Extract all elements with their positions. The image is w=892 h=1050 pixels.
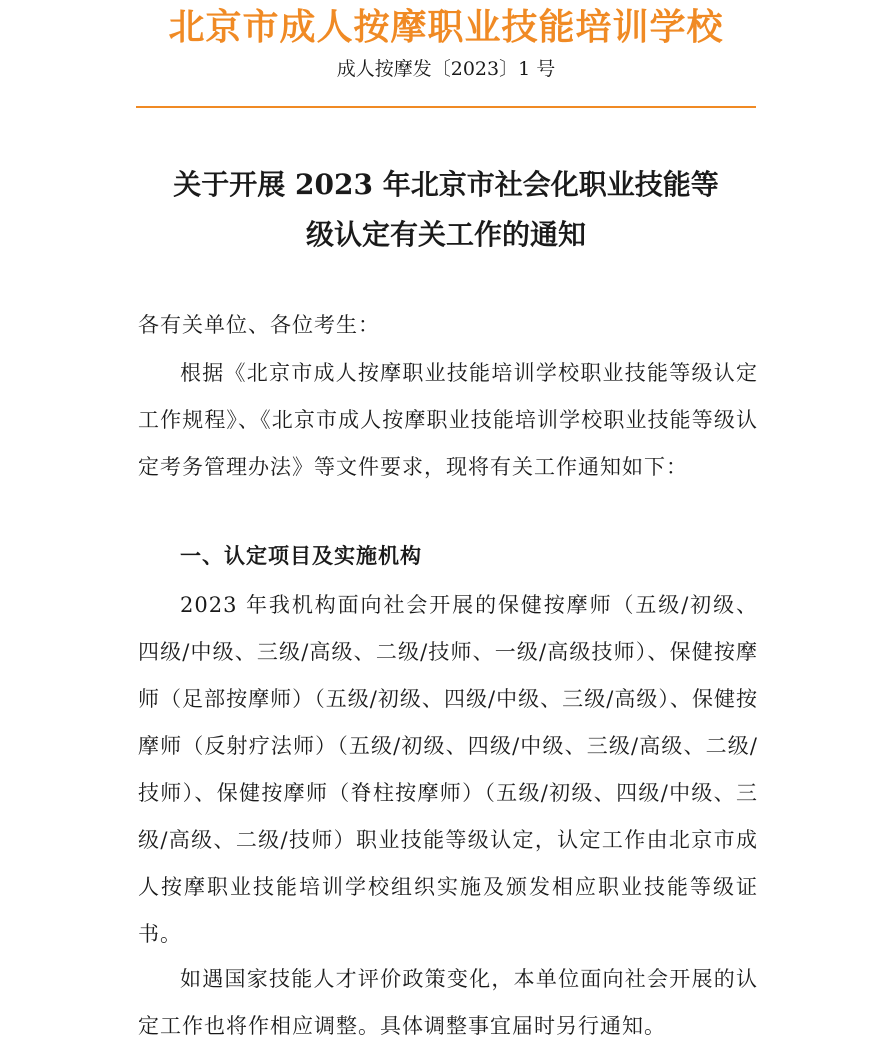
section-heading-1: 一、认定项目及实施机构 [180,544,422,568]
document-title [120,160,772,260]
document-title-line-1: 关于开展 2023 年北京市社会化职业技能等 [173,168,719,201]
header-divider [136,106,756,108]
organization-name: 北京市成人按摩职业技能培训学校 [168,7,724,48]
paragraph-certification-items: 2023 年我机构面向社会开展的保健按摩师（五级/初级、四级/中级、三级/高级、二级/技师、一级/高级技师）、保健按摩师（足部按摩师）（五级/初级、四级/中级、三级/高级）、保健按摩师（反射疗法师）（五级/初级、四级/中级、三级/高级、二级/技师）、保健按摩师（脊柱按摩师）（五级/初级、四级/中级、三级/高级、二级/技师）职业技能等级认定，认定工作由北京市成人按摩职业技能培训学校组织实施及颁发相应职业技能等级证书。 [138,593,758,946]
paragraph-policy-change: 如遇国家技能人才评价政策变化，本单位面向社会开展的认定工作也将作相应调整。具体调整事宜届时另行通知。 [138,967,758,1038]
document-title-line-2: 级认定有关工作的通知 [305,218,586,251]
document-number: 成人按摩发〔2023〕1 号 [336,58,556,80]
paragraph-intro: 根据《北京市成人按摩职业技能培训学校职业技能等级认定工作规程》、《北京市成人按摩职业技能培训学校职业技能等级认定考务管理办法》等文件要求，现将有关工作通知如下： [138,361,758,479]
salutation: 各有关单位、各位考生： [138,313,380,337]
